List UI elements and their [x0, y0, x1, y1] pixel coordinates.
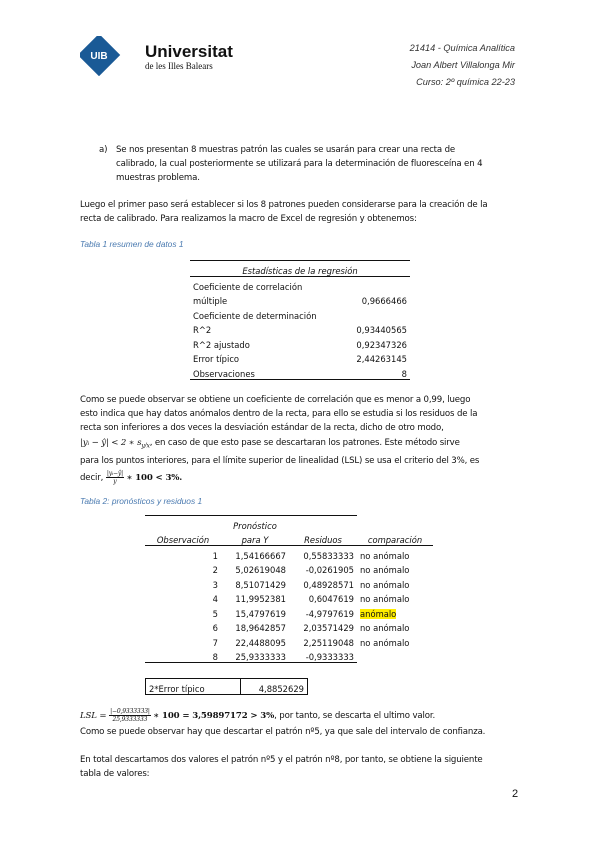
- criterion-suffix: ∗ 100 < 3%.: [126, 472, 183, 483]
- regression-stat-label: R^2 ajustado: [193, 339, 250, 350]
- error-value: 4,8852629: [258, 684, 304, 694]
- residual-cell: 2,03571429: [303, 623, 354, 633]
- comparison-cell: [357, 604, 433, 619]
- header-para-y: para Y: [241, 535, 269, 545]
- residual-formula-sub: y/x: [141, 442, 150, 450]
- item-a-text: [116, 143, 526, 186]
- obs-cell: 5: [212, 608, 218, 619]
- author-name: Joan Albert Villalonga Mir: [411, 60, 515, 70]
- obs-cell: 8: [145, 648, 221, 663]
- table2-caption: Tabla 2: pronósticos y residuos 1: [80, 496, 203, 506]
- comparison-cell: [357, 633, 433, 648]
- lsl-prefix: LSL =: [80, 711, 107, 721]
- regression-stats-title: Estadísticas de la regresión: [190, 261, 410, 277]
- uib-logo-icon: [80, 36, 140, 76]
- table-row: [145, 633, 433, 648]
- residual-cell: 2,25119048: [303, 637, 354, 648]
- svg-text:UIB: UIB: [90, 51, 108, 62]
- university-name: Universitat: [145, 42, 233, 61]
- lsl-frac-den: 25,9333333: [112, 716, 148, 723]
- table-row: [145, 648, 433, 663]
- comparison-cell: [357, 619, 433, 634]
- paragraph-analysis-line-2: esto indica que hay datos anómalos dentro de la recta, para ello se estudia si los residuos de la: [80, 409, 478, 420]
- comparison-value: no anómalo: [360, 565, 410, 575]
- lsl-text: , por tanto, se descarta el ultimo valor.: [274, 711, 436, 721]
- table-row: [145, 575, 433, 590]
- comparison-cell: [357, 575, 433, 590]
- paragraph-analysis-line-6: [80, 470, 530, 485]
- paragraph-conclusion-line-1: En total descartamos dos valores el patrón nº5 y el patrón nº8, por tanto, se obtiene la siguiente: [80, 755, 483, 765]
- residual-cell: -4,9797619: [305, 608, 354, 619]
- header-pronostico: Pronóstico: [221, 516, 289, 531]
- comparison-cell: [357, 648, 433, 663]
- comparison-value: no anómalo: [360, 579, 410, 590]
- comparison-value: anómalo: [360, 608, 397, 619]
- residual-cell: -0,0261905: [305, 565, 354, 575]
- comparison-cell: [357, 590, 433, 605]
- paragraph-analysis-line-5: para los puntos interiores, para el límite superior de linealidad (LSL) se usa el criterio del 3%, es: [80, 455, 480, 466]
- regression-stat-value: 0,92347326: [356, 339, 407, 350]
- criterion-prefix: decir,: [80, 472, 104, 483]
- regression-stat-label: Coeficiente de determinación: [193, 310, 317, 321]
- obs-cell: 7: [212, 637, 218, 648]
- forecast-cell: 22,4488095: [235, 637, 286, 648]
- table1-caption: Tabla 1 resumen de datos 1: [80, 239, 184, 249]
- regression-stat-label: Observaciones: [193, 368, 255, 379]
- regression-stat-value: 0,9666466: [361, 296, 407, 306]
- forecast-cell: 15,4797619: [235, 608, 286, 619]
- obs-cell: 2: [212, 565, 218, 575]
- lsl-frac-num: |−0,9333333|: [110, 708, 150, 715]
- criterion-frac-den: y: [113, 477, 117, 485]
- header-residuos: Residuos: [304, 535, 342, 545]
- table-row: [145, 619, 433, 634]
- paragraph-conclusion-line-2: tabla de valores:: [80, 769, 150, 780]
- lsl-fraction: [109, 708, 151, 723]
- paragraph-intro-line-1: Luego el primer paso será establecer si los 8 patrones pueden considerarse para la creación de la: [80, 200, 488, 210]
- comparison-value: no anómalo: [360, 637, 410, 648]
- forecast-cell: 11,9952381: [235, 594, 286, 604]
- regression-stat-value: 8: [401, 368, 407, 379]
- table-row: [145, 546, 433, 561]
- paragraph-analysis: [80, 393, 530, 485]
- error-box: [145, 678, 308, 695]
- header-comparacion: comparación: [367, 535, 423, 545]
- obs-cell: 6: [212, 623, 218, 633]
- regression-stat-value: 2,44263145: [356, 354, 407, 364]
- table-row: [145, 590, 433, 605]
- regression-stat-label: Error típico: [193, 354, 240, 364]
- comparison-value: no anómalo: [360, 594, 410, 604]
- forecast-cell: 18,9642857: [235, 623, 286, 633]
- criterion-frac-num: |yᵢ−ŷ|: [106, 469, 123, 477]
- paragraph-intro-line-2: recta de calibrado. Para realizamos la macro de Excel de regresión y obtenemos:: [80, 214, 417, 225]
- item-a-line-2: calibrado, la cual posteriormente se utilizará para la determinación de fluoresceína en 4: [116, 159, 483, 170]
- comparison-cell: [357, 561, 433, 576]
- error-label: 2*Error típico: [146, 679, 241, 695]
- university-subtitle: de les Illes Balears: [145, 61, 213, 71]
- table-row: [145, 604, 433, 619]
- residual-cell: 0,55833333: [303, 550, 354, 561]
- regression-stats-table: [190, 260, 410, 380]
- paragraph-discard: Como se puede observar hay que descartar el patrón nº5, ya que sale del intervalo de confianza.: [80, 727, 486, 737]
- comparison-cell: [357, 546, 433, 561]
- residual-formula-text: , en caso de que esto pase se descartaran los patrones. Este método sirve: [149, 437, 460, 448]
- regression-stat-label: Coeficiente de correlación: [193, 281, 303, 292]
- forecast-residuals-table: [145, 515, 433, 663]
- regression-stat-label-cont: múltiple: [193, 296, 228, 306]
- paragraph-analysis-line-4: [80, 436, 530, 454]
- residual-formula: |yᵢ − ŷ| < 2 ∗ s: [80, 437, 142, 448]
- lsl-suffix: ∗ 100 = 3,59897172 > 3%: [153, 711, 275, 721]
- course-year: Curso: 2º química 22-23: [416, 77, 515, 87]
- paragraph-intro: [80, 198, 530, 226]
- obs-cell: 4: [212, 594, 218, 604]
- paragraph-analysis-line-1: Como se puede observar se obtiene un coeficiente de correlación que es menor a 0,99, luego: [80, 395, 471, 405]
- paragraph-analysis-line-3: recta son inferiores a dos veces la desviación estándar de la recta, dicho de otro modo,: [80, 423, 444, 434]
- regression-stat-label-cont: R^2: [193, 325, 212, 335]
- paragraph-conclusion: [80, 753, 530, 781]
- uib-logo: [80, 36, 140, 76]
- regression-stat-value: 0,93440565: [356, 325, 407, 335]
- residual-cell: -0,9333333: [289, 648, 357, 663]
- obs-cell: 3: [212, 579, 218, 590]
- course-code: 21414 - Química Analítica: [409, 43, 515, 53]
- comparison-value: no anómalo: [360, 550, 410, 561]
- item-a-line-1: Se nos presentan 8 muestras patrón las cuales se usarán para crear una recta de: [116, 145, 456, 155]
- forecast-cell: 8,51071429: [235, 579, 286, 590]
- criterion-fraction: [106, 470, 124, 485]
- table-row: [145, 561, 433, 576]
- comparison-value: no anómalo: [360, 623, 410, 633]
- forecast-cell: 25,9333333: [221, 648, 289, 663]
- page-number: 2: [512, 788, 519, 800]
- residual-cell: 0,48928571: [303, 579, 354, 590]
- forecast-cell: 1,54166667: [235, 550, 286, 561]
- forecast-cell: 5,02619048: [235, 565, 286, 575]
- item-a-line-3: muestras problema.: [116, 173, 200, 184]
- obs-cell: 1: [212, 550, 218, 561]
- header-observacion: Observación: [156, 535, 210, 545]
- item-a-label: a): [99, 145, 108, 155]
- lsl-line: [80, 708, 540, 723]
- residual-cell: 0,6047619: [308, 594, 354, 604]
